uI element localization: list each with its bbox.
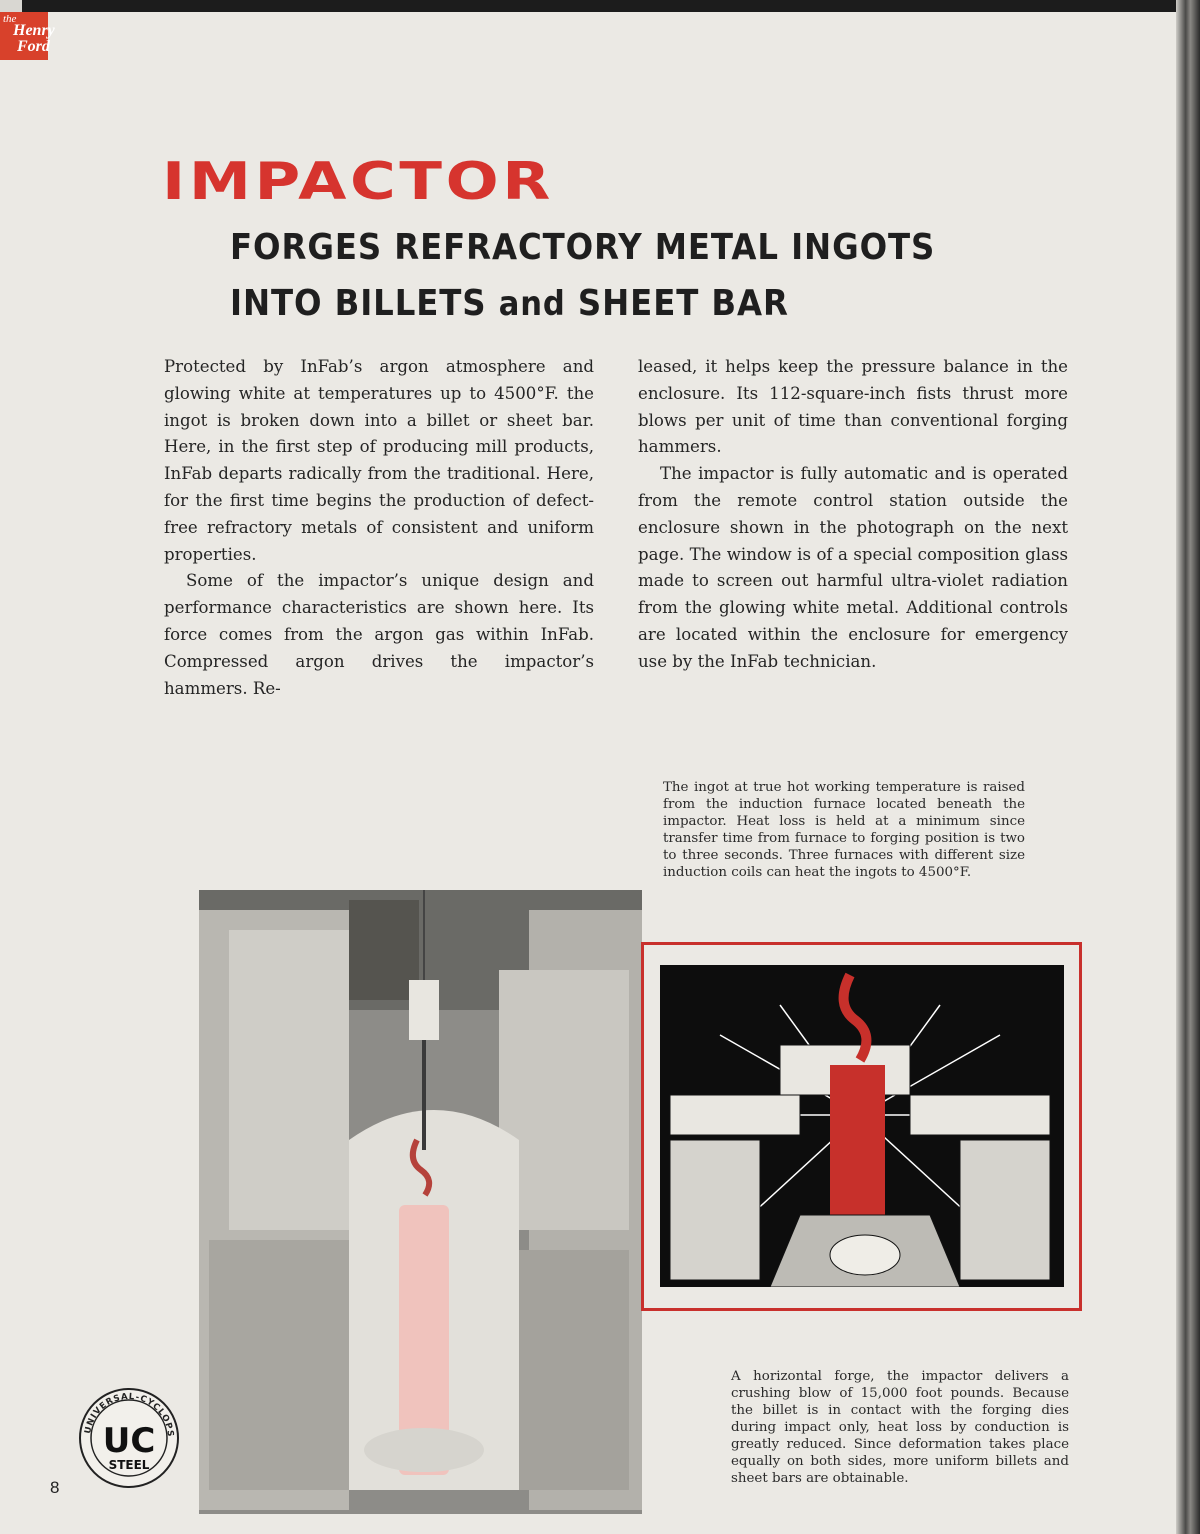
uc-logo-mark: UC (102, 1421, 156, 1461)
caption-forge: A horizontal forge, the impactor delivers a crushing blow of 15,000 foot pounds. Because the billet is in contact with the forging dies during impact only, heat loss by conduction is greatly reduced. Since deformation takes place equally on both sides, more uniform billets and sheet bars are obtainable. (731, 1369, 1069, 1486)
photo-left-block (229, 930, 349, 1230)
subtitle-line-2 (230, 276, 935, 332)
illustration-art (660, 965, 1064, 1287)
logo-text-ford: Ford (17, 38, 50, 55)
illustration-right-die (910, 1095, 1050, 1135)
body-paragraph: Some of the impactor’s unique design and performance characteristics are shown here. Its force comes from the argon gas within InFab. Compressed argon drives the impactor’s hammers. Re- (164, 571, 594, 698)
logo-text-the: the (3, 13, 17, 25)
illustration-red-ingot (830, 1065, 885, 1225)
page-subtitle (230, 220, 935, 332)
uc-logo-ring-text: UNIVERSAL-CYCLOPS (83, 1391, 176, 1438)
caption-ingot: The ingot at true hot working temperature is raised from the induction furnace located beneath the impactor. Heat loss is held at a minimum since transfer time from furnace to forging position is two to three seconds. Three furnaces with different size induction coils can heat the ingots to 4500°F. (663, 780, 1025, 880)
body-paragraph: The impactor is fully automatic and is operated from the remote control station outside the enclosure shown in the photograph on the next page. The window is of a special composition glass made to screen out harmful ultra-violet radiation from the glowing white metal. Additional controls are located within the enclosure for emergency use by the InFab technician. (638, 464, 1068, 671)
adjacent-page-edge (1176, 0, 1200, 1534)
body-column-left (164, 354, 594, 702)
uc-steel-logo (78, 1387, 180, 1489)
subtitle-line-1: FORGES REFRACTORY METAL INGOTS (230, 227, 936, 268)
illustration-left-die (670, 1095, 800, 1135)
subtitle-part-a: INTO BILLETS (230, 283, 499, 324)
body-paragraph: Protected by InFab’s argon atmosphere and glowing white at temperatures up to 4500°F. the ingot is broken down into a billet or sheet bar. Here, in the first step of producing mill products, InFab departs radically from the traditional. Here, for the first time begins the production of defect-free refractory metals of consistent and uniform properties. (164, 357, 594, 564)
page-number: 8 (50, 1478, 60, 1497)
uc-logo-word: STEEL (108, 1458, 150, 1472)
photo-insulator (409, 980, 439, 1040)
body-paragraph: leased, it helps keep the pressure balance in the enclosure. Its 112-square-inch fists thrust more blows per unit of time than conventional forging hammers. (638, 357, 1068, 457)
photo-machine-part (349, 900, 419, 1000)
illustration-left-hammer (670, 1140, 760, 1280)
impactor-illustration (641, 942, 1082, 1311)
page-title: IMPACTOR (162, 152, 554, 212)
logo-text-henry: Henry (13, 22, 55, 39)
body-column-right (638, 354, 1068, 676)
photo-left-base (209, 1240, 369, 1490)
subtitle-part-and: and (498, 284, 566, 324)
photo-right-base (509, 1250, 629, 1490)
photo-ingot-base (364, 1428, 484, 1472)
illustration-right-hammer (960, 1140, 1050, 1280)
impactor-photo (199, 890, 642, 1514)
henry-ford-logo (0, 12, 55, 60)
subtitle-part-c: SHEET BAR (565, 283, 789, 324)
illustration-furnace-opening (830, 1235, 900, 1275)
